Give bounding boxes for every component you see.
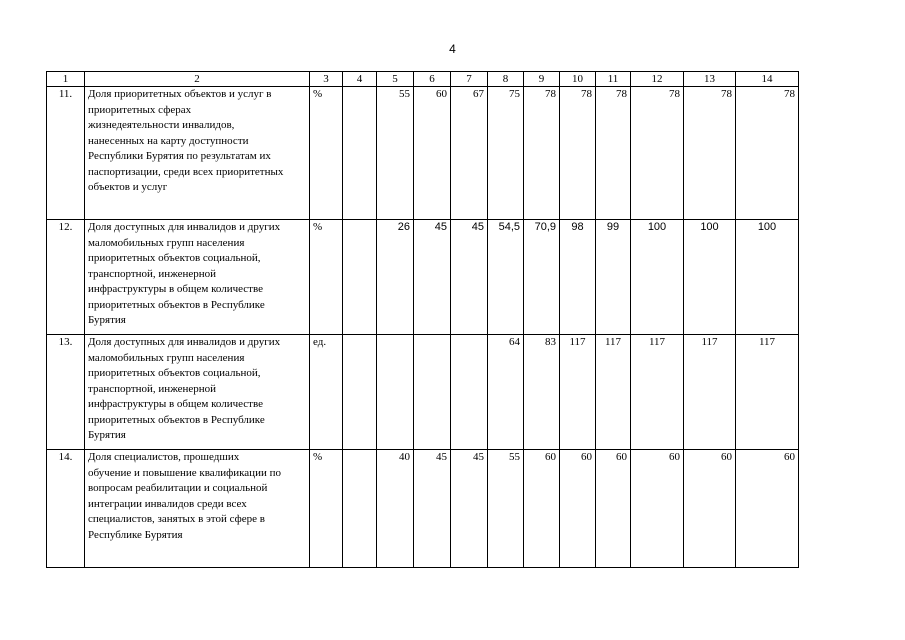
header-cell: 13: [684, 72, 736, 87]
description-line: Доля приоритетных объектов и услуг в: [88, 88, 272, 100]
description-line: приоритетных объектов социальной,: [88, 252, 261, 264]
value-cell: 60: [631, 450, 684, 568]
value-cell: [343, 335, 377, 450]
value-cell: 55: [488, 450, 524, 568]
value-cell: 117: [684, 335, 736, 450]
table-row: [47, 220, 799, 335]
value-cell: 70,9: [524, 220, 560, 335]
value-cell: 45: [414, 220, 451, 335]
row-unit: ед.: [310, 335, 343, 450]
value-cell: 78: [736, 87, 799, 220]
description-line: объектов и услуг: [88, 181, 168, 193]
value-cell: 60: [684, 450, 736, 568]
value-cell: 100: [736, 220, 799, 335]
indicator-table: [46, 71, 799, 568]
value-cell: 67: [451, 87, 488, 220]
value-cell: 75: [488, 87, 524, 220]
value-cell: 60: [596, 450, 631, 568]
row-description: [85, 87, 310, 220]
description-line: паспортизации, среди всех приоритетных: [88, 165, 284, 178]
description-line: приоритетных объектов социальной,: [88, 367, 261, 379]
value-cell: 64: [488, 335, 524, 450]
description-line: приоритетных сферах: [88, 103, 192, 116]
description-line: обучение и повышение квалификации по: [88, 466, 281, 479]
value-cell: 78: [524, 87, 560, 220]
row-number: 11.: [47, 87, 85, 220]
row-number: 12.: [47, 220, 85, 335]
value-cell: [343, 450, 377, 568]
value-cell: 45: [414, 450, 451, 568]
value-cell: 60: [524, 450, 560, 568]
description-line: интеграции инвалидов среди всех: [88, 497, 247, 510]
description-line: маломобильных групп населения: [88, 351, 245, 364]
header-cell: 3: [310, 72, 343, 87]
table-row: [47, 87, 799, 220]
value-cell: [377, 335, 414, 450]
row-description: [85, 335, 310, 450]
description-line: Бурятия: [88, 429, 126, 441]
row-unit: %: [310, 220, 343, 335]
value-cell: [343, 87, 377, 220]
value-cell: 60: [414, 87, 451, 220]
row-unit: %: [310, 450, 343, 568]
value-cell: 78: [684, 87, 736, 220]
header-cell: 12: [631, 72, 684, 87]
value-cell: 45: [451, 220, 488, 335]
header-cell: 9: [524, 72, 560, 87]
description-line: жизнедеятельности инвалидов,: [88, 119, 235, 131]
value-cell: 45: [451, 450, 488, 568]
description-line: Доля доступных для инвалидов и других: [88, 221, 281, 233]
header-cell: 2: [85, 72, 310, 87]
description-line: маломобильных групп населения: [88, 236, 245, 249]
description-line: Республике Бурятия: [88, 528, 183, 541]
value-cell: 99: [596, 220, 631, 335]
value-cell: [414, 335, 451, 450]
description-line: транспортной, инженерной: [88, 382, 217, 395]
value-cell: 117: [596, 335, 631, 450]
value-cell: 26: [377, 220, 414, 335]
value-cell: 54,5: [488, 220, 524, 335]
header-cell: 10: [560, 72, 596, 87]
description-line: приоритетных объектов в Республике: [88, 298, 265, 311]
description-line: инфраструктуры в общем количестве: [88, 398, 263, 410]
value-cell: 60: [736, 450, 799, 568]
header-cell: 6: [414, 72, 451, 87]
value-cell: 78: [631, 87, 684, 220]
row-number: 13.: [47, 335, 85, 450]
value-cell: 100: [684, 220, 736, 335]
value-cell: 83: [524, 335, 560, 450]
value-cell: 55: [377, 87, 414, 220]
header-cell: 7: [451, 72, 488, 87]
value-cell: 117: [631, 335, 684, 450]
row-description: [85, 220, 310, 335]
row-number: 14.: [47, 450, 85, 568]
value-cell: 60: [560, 450, 596, 568]
value-cell: [451, 335, 488, 450]
header-cell: 8: [488, 72, 524, 87]
description-line: Доля доступных для инвалидов и других: [88, 336, 281, 348]
value-cell: 117: [560, 335, 596, 450]
table-row: [47, 450, 799, 568]
page-number: 4: [449, 42, 456, 56]
row-description: [85, 450, 310, 568]
description-line: Республики Бурятия по результатам их: [88, 150, 271, 162]
description-line: инфраструктуры в общем количестве: [88, 283, 263, 295]
value-cell: 40: [377, 450, 414, 568]
header-cell: 1: [47, 72, 85, 87]
description-line: транспортной, инженерной: [88, 267, 217, 280]
description-line: Бурятия: [88, 314, 126, 326]
header-cell: 5: [377, 72, 414, 87]
header-cell: 4: [343, 72, 377, 87]
description-line: нанесенных на карту доступности: [88, 134, 249, 147]
header-cell: 11: [596, 72, 631, 87]
value-cell: 98: [560, 220, 596, 335]
value-cell: 100: [631, 220, 684, 335]
description-line: Доля специалистов, прошедших: [88, 451, 240, 463]
value-cell: 78: [560, 87, 596, 220]
table-row: [47, 335, 799, 450]
row-unit: %: [310, 87, 343, 220]
value-cell: [343, 220, 377, 335]
description-line: специалистов, занятых в этой сфере в: [88, 513, 265, 525]
value-cell: 117: [736, 335, 799, 450]
description-line: вопросам реабилитации и социальной: [88, 482, 268, 494]
header-cell: 14: [736, 72, 799, 87]
value-cell: 78: [596, 87, 631, 220]
table-header-row: [47, 72, 799, 87]
description-line: приоритетных объектов в Республике: [88, 413, 265, 426]
